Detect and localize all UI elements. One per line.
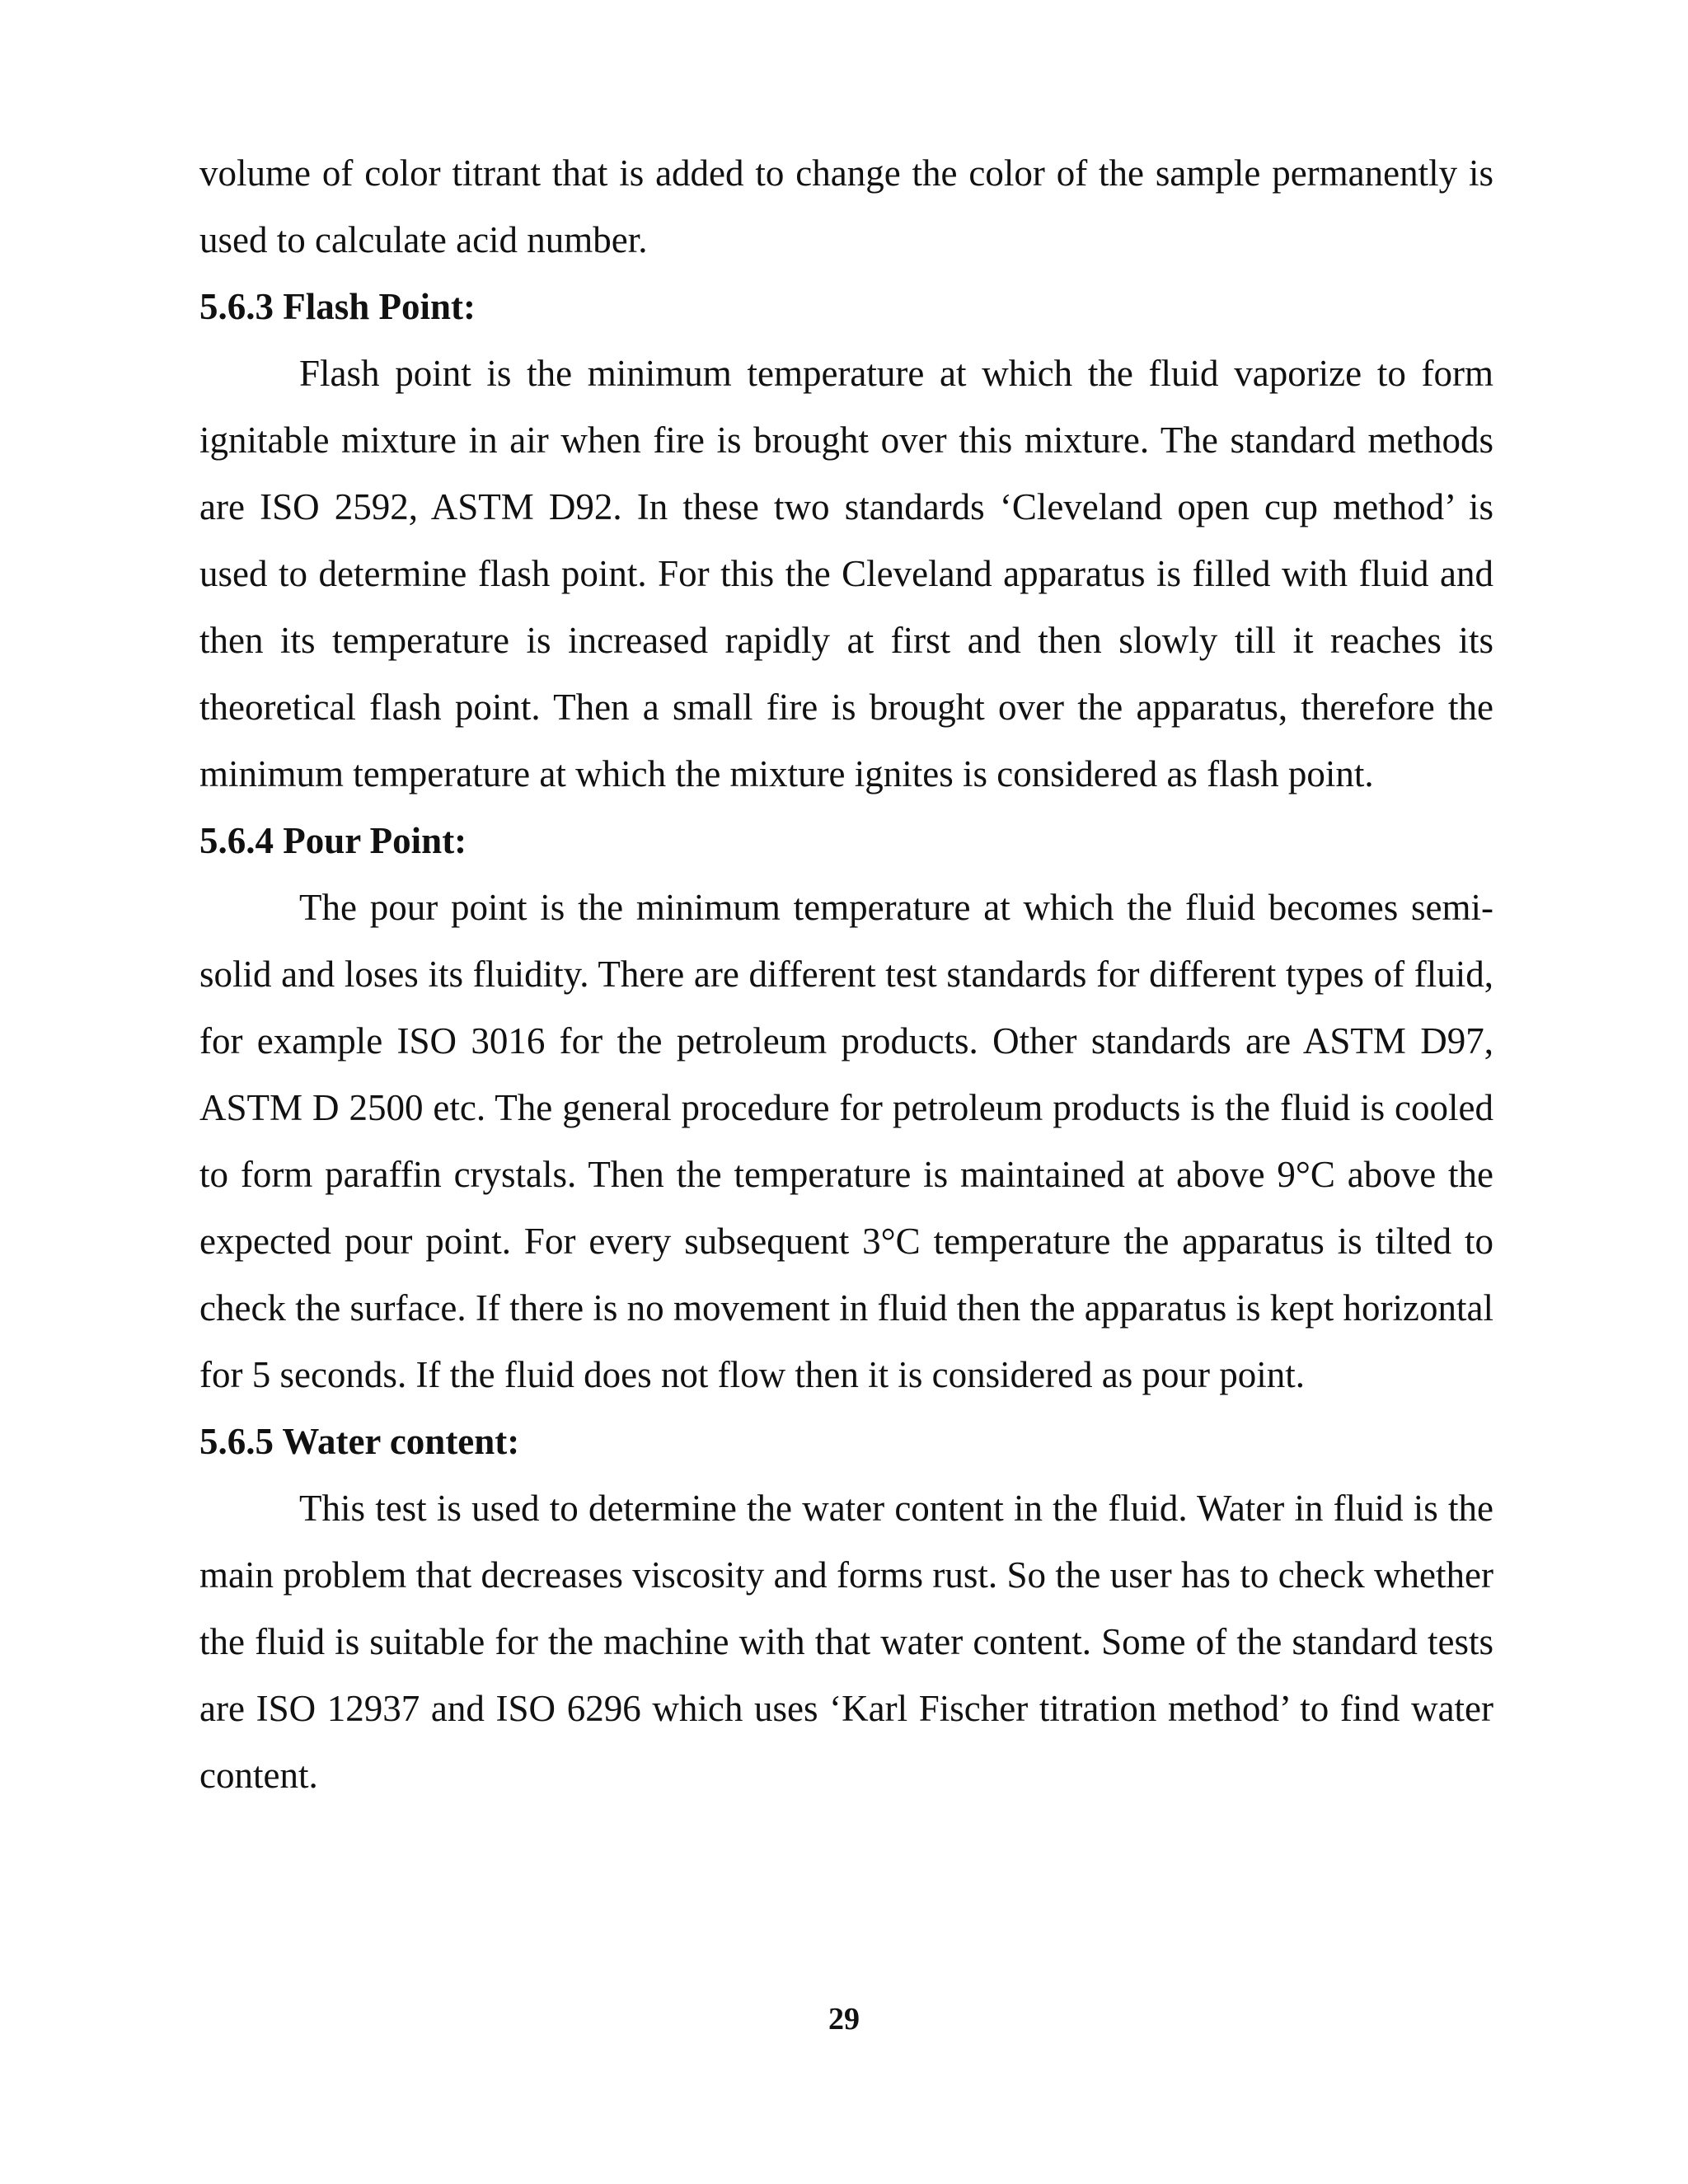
flash-point-paragraph: Flash point is the minimum temperature at which the fluid vaporize to form ignitable mixture in air when fire is brought over this mixture. The standard methods are ISO 2592, ASTM D92. In these two standards ‘Cleveland open cup method’ is used to determine flash point. For this the Cleveland apparatus is filled with fluid and then its temperature is increased rapidly at first and then slowly till it reaches its theoretical flash point. Then a small fire is brought over the apparatus, therefore the minimum temperature at which the mixture ignites is considered as flash point. [199, 353, 1493, 794]
section-heading-pour-point: 5.6.4 Pour Point: [199, 820, 467, 861]
pour-point-paragraph: The pour point is the minimum temperature at which the fluid becomes semi-solid and loses its fluidity. There are different test standards for different types of fluid, for example ISO 3016 for the petroleum products. Other standards are ASTM D97, ASTM D 2500 etc. The general procedure for petroleum products is the fluid is cooled to form paraffin crystals. Then the temperature is maintained at above 9°C above the expected pour point. For every subsequent 3°C temperature the apparatus is tilted to check the surface. If there is no movement in fluid then the apparatus is kept horizontal for 5 seconds. If the fluid does not flow then it is considered as pour point. [199, 887, 1493, 1395]
body-text [199, 140, 1493, 1809]
intro-paragraph: volume of color titrant that is added to change the color of the sample permanently is used to calculate acid number. [199, 152, 1493, 260]
water-content-paragraph: This test is used to determine the water content in the fluid. Water in fluid is the main problem that decreases viscosity and forms rust. So the user has to check whether the fluid is suitable for the machine with that water content. Some of the standard tests are ISO 12937 and ISO 6296 which uses ‘Karl Fischer titration method’ to find water content. [199, 1488, 1493, 1796]
page-number: 29 [828, 2002, 860, 2036]
section-heading-flash-point: 5.6.3 Flash Point: [199, 286, 476, 327]
section-heading-water-content: 5.6.5 Water content: [199, 1421, 520, 1462]
